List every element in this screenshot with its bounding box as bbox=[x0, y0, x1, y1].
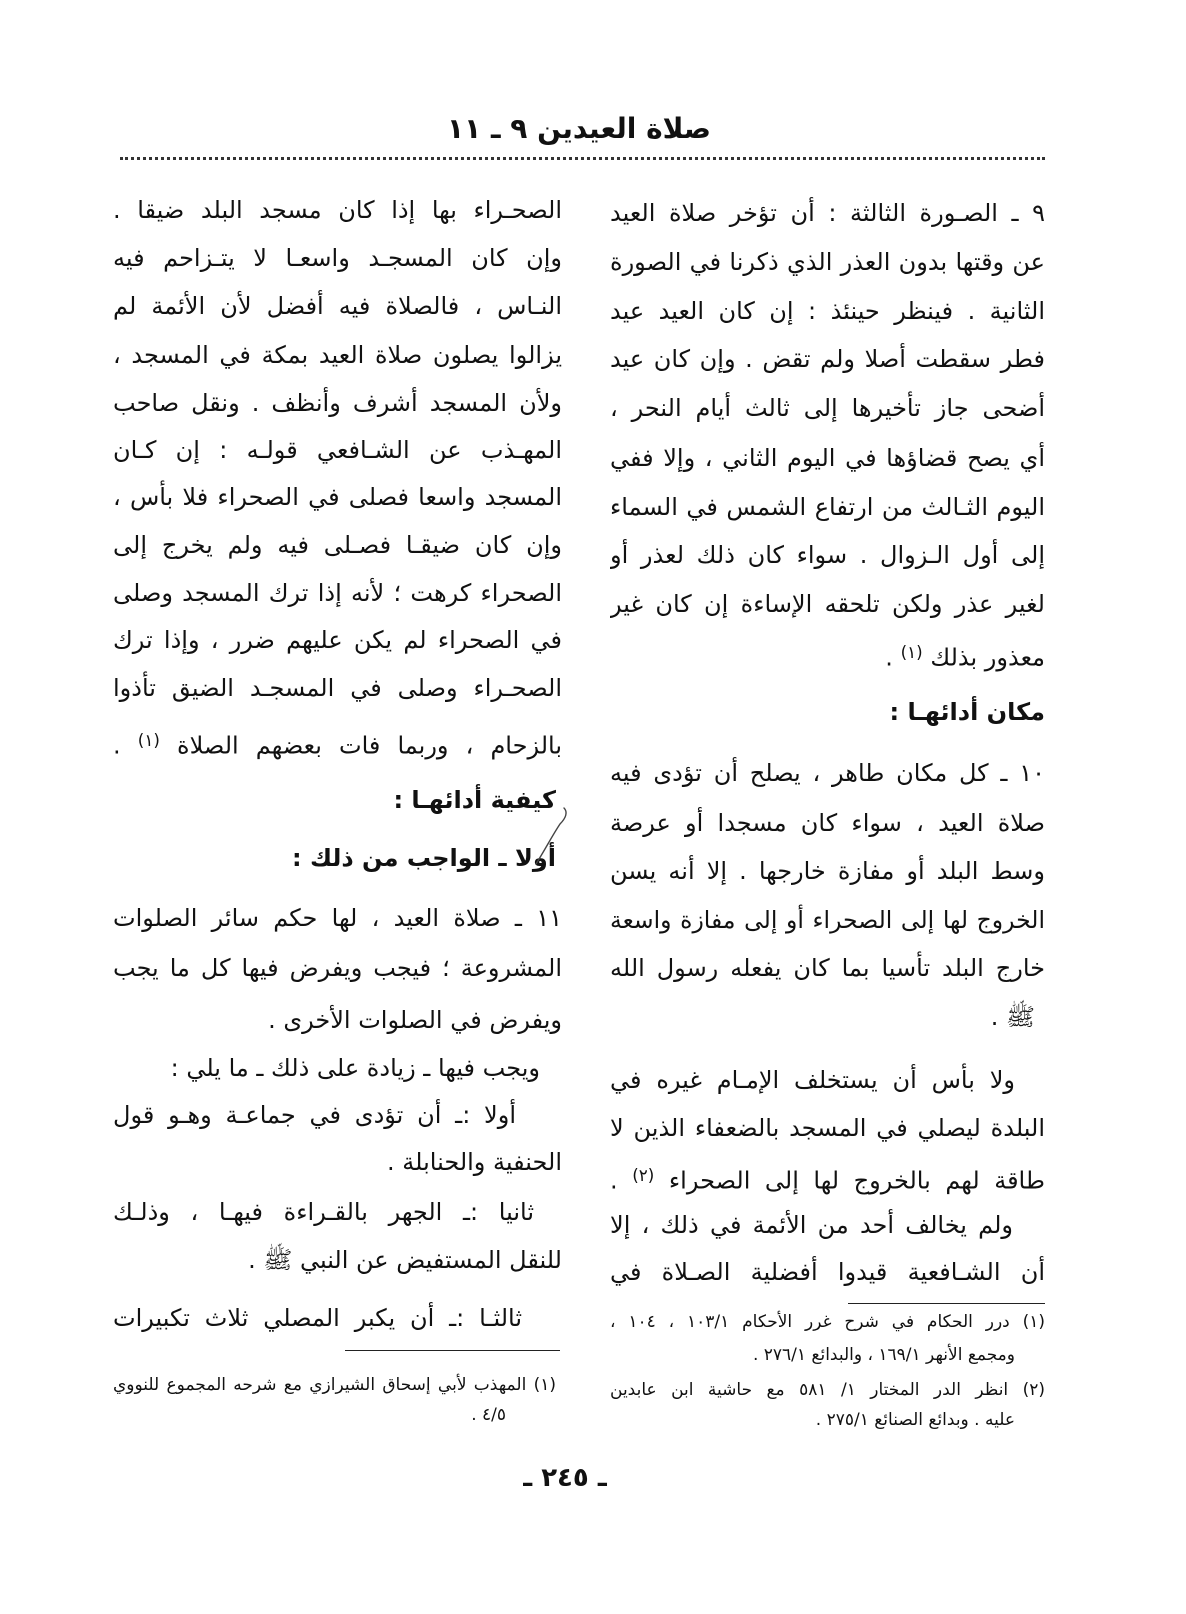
body-line: أضحى جاز تأخيرها إلى ثالث أيام النحر ، bbox=[610, 394, 1045, 422]
footnote-ref: (١) bbox=[137, 730, 160, 750]
line-text: طاقة لهم بالخروج لها إلى الصحراء bbox=[668, 1166, 1045, 1195]
body-line: الصحراء كرهت ؛ لأنه إذا ترك المسجد وصلى bbox=[113, 579, 562, 607]
body-line: الصحـراء بها إذا كان مسجد البلد ضيقا . bbox=[113, 196, 562, 224]
body-line: ولم يخالف أحد من الأئمة في ذلك ، إلا bbox=[610, 1211, 1013, 1239]
page-number: ـ ٢٤٥ ـ bbox=[523, 1463, 607, 1493]
footnote-separator bbox=[345, 1350, 560, 1351]
body-line: يزالوا يصلون صلاة العيد بمكة في المسجد ، bbox=[113, 341, 562, 369]
body-line: المسجد واسعا فصلى في الصحراء فلا بأس ، bbox=[113, 483, 562, 511]
body-line: ويفرض في الصلوات الأخرى . bbox=[268, 1006, 562, 1034]
body-line bbox=[610, 629, 1045, 675]
body-line: في الصحراء لم يكن عليهم ضرر ، وإذا ترك bbox=[113, 626, 562, 654]
footnote-line: ومجمع الأنهر ١٦٩/١ ، والبدائع ٢٧٦/١ . bbox=[752, 1345, 1015, 1365]
handwritten-mark bbox=[524, 802, 572, 872]
body-line: للنقل المستفيض عن النبي ﷺ . bbox=[248, 1246, 562, 1274]
footnote-separator bbox=[848, 1303, 1045, 1304]
body-line: أن الشـافعية قيدوا أفضلية الصـلاة في bbox=[610, 1258, 1045, 1286]
header-dotted-rule bbox=[120, 157, 1045, 160]
body-line bbox=[610, 1152, 1045, 1198]
body-line: ١١ ـ صلاة العيد ، لها حكم سائر الصلوات bbox=[113, 904, 562, 932]
body-line: صلاة العيد ، سواء كان مسجدا أو عرصة bbox=[610, 809, 1045, 837]
body-line: خارج البلد تأسيا بما كان يفعله رسول الله bbox=[610, 954, 1045, 982]
body-line: الثانية . فينظر حينئذ : إن كان العيد عيد bbox=[610, 297, 1045, 325]
body-line: أي يصح قضاؤها في اليوم الثاني ، وإلا ففي bbox=[610, 444, 1045, 472]
body-line: ثانيا :ـ الجهر بالقـراءة فيهـا ، وذلـك bbox=[113, 1198, 534, 1226]
body-line: المهـذب عن الشـافعي قولـه : إن كـان bbox=[113, 436, 562, 464]
body-line: لغير عذر ولكن تلحقه الإساءة إن كان غير bbox=[610, 590, 1045, 618]
line-text: معذور بذلك bbox=[930, 643, 1045, 672]
body-line: عن وقتها بدون العذر الذي ذكرنا في الصورة bbox=[610, 248, 1045, 276]
subsection-heading: أولا ـ الواجب من ذلك : bbox=[292, 844, 556, 872]
line-end: . bbox=[610, 1166, 618, 1195]
body-line: فطر سقطت أصلا ولم تقض . وإن كان عيد bbox=[610, 345, 1045, 373]
body-line: ثالثـا :ـ أن يكبر المصلي ثلاث تكبيرات bbox=[113, 1304, 522, 1332]
body-line: وسط البلد أو مفازة خارجها . إلا أنه يسن bbox=[610, 857, 1045, 885]
footnote-line: ٤/٥ . bbox=[471, 1405, 506, 1425]
body-line: وإن كان ضيقـا فصـلى فيه ولم يخرج إلى bbox=[113, 531, 562, 559]
body-line: ﷺ . bbox=[990, 1003, 1035, 1031]
running-header: صلاة العيدين ٩ ـ ١١ bbox=[447, 112, 711, 145]
body-line: الحنفية والحنابلة . bbox=[387, 1148, 562, 1176]
footnote-ref: (١) bbox=[900, 642, 923, 662]
line-end: . bbox=[113, 731, 121, 760]
body-line: البلدة ليصلي في المسجد بالضعفاء الذين لا bbox=[610, 1114, 1045, 1142]
body-line bbox=[113, 717, 562, 763]
body-line: وإن كان المسجـد واسعـا لا يتـزاحم فيه bbox=[113, 244, 562, 272]
body-line: الصحـراء وصلى في المسجـد الضيق تأذوا bbox=[113, 674, 562, 702]
line-end: . bbox=[885, 643, 893, 672]
section-heading: كيفية أدائهـا : bbox=[393, 786, 556, 814]
body-line: ٩ ـ الصـورة الثالثة : أن تؤخر صلاة العيد bbox=[610, 199, 1045, 227]
body-line: ولا بأس أن يستخلف الإمـام غيره في bbox=[610, 1066, 1015, 1094]
footnote-line: (١) درر الحكام في شرح غرر الأحكام ١٠٣/١ ، ١٠٤ ، bbox=[610, 1312, 1045, 1332]
body-line: المشروعة ؛ فيجب ويفرض فيها كل ما يجب bbox=[113, 954, 562, 982]
body-line: ولأن المسجد أشرف وأنظف . ونقل صاحب bbox=[113, 389, 562, 417]
body-line: أولا :ـ أن تؤدى في جماعـة وهـو قول bbox=[113, 1101, 516, 1129]
line-text: بالزحام ، وربما فات بعضهم الصلاة bbox=[177, 731, 562, 760]
footnote-line: (٢) انظر الدر المختار ١/ ٥٨١ مع حاشية ابن عابدين bbox=[610, 1380, 1045, 1400]
body-line: ١٠ ـ كل مكان طاهر ، يصلح أن تؤدى فيه bbox=[610, 759, 1045, 787]
body-line: النـاس ، فالصلاة فيه أفضل لأن الأئمة لم bbox=[113, 292, 562, 320]
body-line: الخروج لها إلى الصحراء أو إلى مفازة واسعة bbox=[610, 906, 1045, 934]
body-line: اليوم الثـالث من ارتفاع الشمس في السماء bbox=[610, 493, 1045, 521]
footnote-line: (١) المهذب لأبي إسحاق الشيرازي مع شرحه المجموع للنووي bbox=[113, 1375, 556, 1395]
section-heading: مكان أدائهـا : bbox=[889, 698, 1045, 726]
body-line: إلى أول الـزوال . سواء كان ذلك لعذر أو bbox=[610, 541, 1045, 569]
footnote-line: عليه . وبدائع الصنائع ٢٧٥/١ . bbox=[815, 1410, 1015, 1430]
footnote-ref: (٢) bbox=[632, 1165, 655, 1185]
body-line: ويجب فيها ـ زيادة على ذلك ـ ما يلي : bbox=[170, 1054, 540, 1082]
